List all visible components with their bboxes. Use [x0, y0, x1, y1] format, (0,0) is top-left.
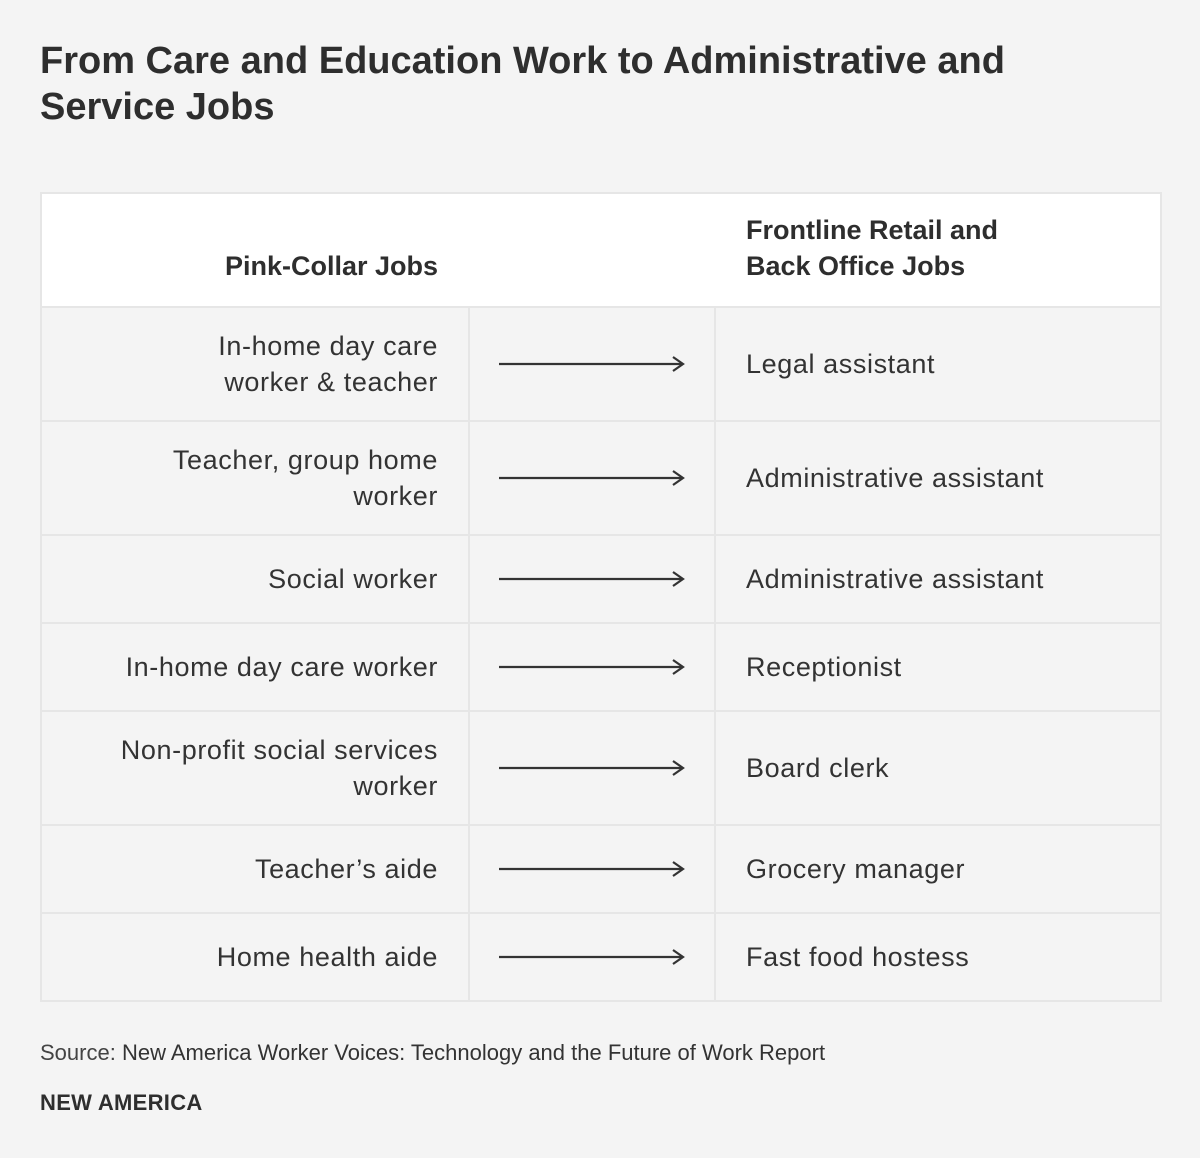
table-row: [42, 622, 1160, 710]
pink-collar-job: Home health aide: [216, 942, 438, 972]
frontline-job: Grocery manager: [746, 854, 966, 884]
brand-logo-text: NEW AMERICA: [40, 1090, 203, 1115]
pink-collar-job: In-home day care worker: [125, 652, 438, 682]
column-header-pink-collar: Pink-Collar Jobs: [224, 251, 438, 281]
table-row: [42, 710, 1160, 824]
frontline-job: Board clerk: [746, 753, 890, 783]
table-header-row: [42, 194, 1160, 306]
pink-collar-job: Non-profit social services worker: [120, 735, 438, 801]
frontline-job: Fast food hostess: [746, 942, 970, 972]
source-note: [40, 1040, 825, 1066]
table-row: [42, 306, 1160, 420]
frontline-job: Legal assistant: [746, 349, 936, 379]
pink-collar-job: In-home day care worker & teacher: [218, 331, 438, 397]
source-label: Source:: [40, 1040, 116, 1065]
pink-collar-job: Teacher, group home worker: [172, 445, 438, 511]
source-text: New America Worker Voices: Technology and the Future of Work Report: [121, 1040, 826, 1065]
page-title: From Care and Education Work to Administrative and Service Jobs: [40, 40, 1005, 128]
frontline-job: Receptionist: [746, 652, 902, 682]
right-arrow-icon: [497, 468, 687, 488]
column-header-frontline: Frontline Retail and Back Office Jobs: [746, 215, 999, 281]
right-arrow-icon: [497, 947, 687, 967]
table-row: [42, 534, 1160, 622]
frontline-job: Administrative assistant: [746, 564, 1045, 594]
pink-collar-job: Social worker: [268, 564, 438, 594]
right-arrow-icon: [497, 657, 687, 677]
right-arrow-icon: [497, 859, 687, 879]
right-arrow-icon: [497, 569, 687, 589]
table-row: [42, 912, 1160, 1000]
job-transition-table: [40, 192, 1162, 1002]
frontline-job: Administrative assistant: [746, 463, 1045, 493]
right-arrow-icon: [497, 758, 687, 778]
table-row: [42, 824, 1160, 912]
right-arrow-icon: [497, 354, 687, 374]
pink-collar-job: Teacher’s aide: [254, 854, 438, 884]
table-row: [42, 420, 1160, 534]
